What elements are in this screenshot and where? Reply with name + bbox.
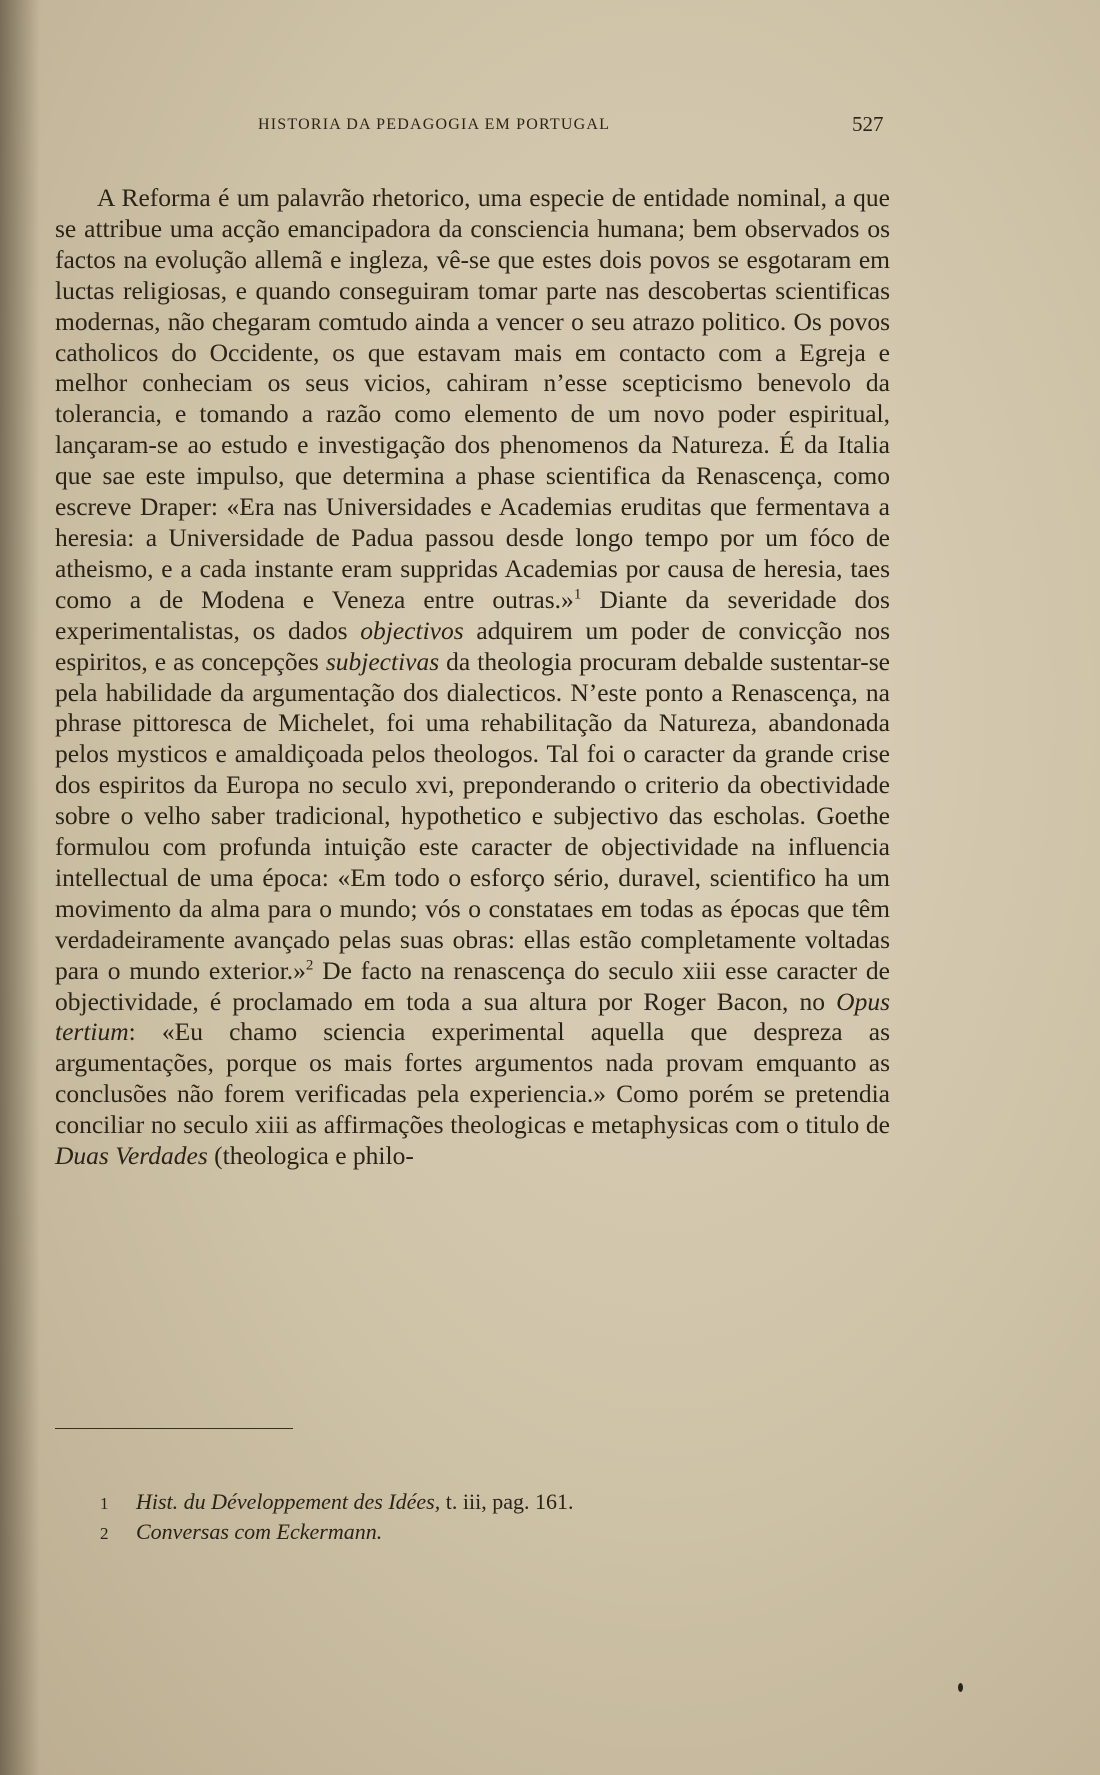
work-title: Duas Verdades xyxy=(55,1141,208,1171)
ink-speck xyxy=(958,1683,963,1692)
work-title: Opus tertium xyxy=(55,986,890,1047)
footnote-rule xyxy=(55,1428,293,1429)
paragraph xyxy=(55,183,890,1172)
footnote xyxy=(100,1518,880,1548)
footnote-mark: 1 xyxy=(100,1494,109,1513)
emphasis: objectivos xyxy=(360,615,464,645)
text-run: A Reforma é um palavrão rhetorico, uma especie de entidade nominal, a que se attribue uma acção emancipadora da consciencia humana; bem observados os factos na evolução allemã e ingleza, vê-se que estes dois povos se esgotaram em luctas religiosas, e quando conseguiram tomar parte nas descobertas scientificas modernas, não chegaram comtudo ainda a vencer o seu atrazo politico. Os povos catholicos do Occidente, os que estavam mais em contacto com a Egreja e melhor conheciam os seus vicios, cahiram n’esse scepticismo benevolo da tolerancia, e tomando a razão como elemento de um novo poder espiritual, lançaram-se ao estudo e investigação dos phenomenos da Natureza. É da Italia que sae este impulso, que determina a phase scientifica da Renascença, como escreve Draper: «Era nas Universidades e Academias eruditas que fermentava a heresia: a Universidade de Padua passou desde longo tempo por um fóco de atheismo, e a cada instante eram suppridas Academias por causa de heresia, taes como a de Modena e Veneza entre outras.» xyxy=(55,183,890,614)
text-run: Diante da severidade dos experimentalistas, os dados xyxy=(55,584,890,645)
spine-shadow xyxy=(0,0,40,1775)
text-run: (theologica e philo- xyxy=(214,1141,414,1171)
text-run: adquirem um poder de convicção nos espiritos, e as concepções xyxy=(55,615,891,676)
text-run: : «Eu chamo sciencia experimental aquella que despreza as argumentações, porque os mais fortes argumentos nada provam emquanto as conclusões não forem verificadas pela experiencia.» Como porém se pretendia conciliar no seculo xiii as affirmações theologicas e metaphysicas com o titulo de xyxy=(55,1017,890,1140)
running-head: HISTORIA DA PEDAGOGIA EM PORTUGAL xyxy=(258,116,611,133)
footnote-ref: 1 xyxy=(573,586,582,603)
footnote-locator: t. iii, pag. 161. xyxy=(445,1489,574,1514)
footnote-text xyxy=(136,1488,573,1516)
footnote-text xyxy=(136,1518,382,1546)
text-run: De facto na renascença do seculo xiii esse caracter de objectividade, é proclamado em toda a sua altura por Roger Bacon, no xyxy=(55,955,890,1016)
footnote-ref: 2 xyxy=(305,957,314,974)
text-run: da theologia procuram debalde sustentar-se pela habilidade da argumentação dos dialecticos. N’este ponto a Renascença, na phrase pittoresca de Michelet, foi uma rehabilitação da Natureza, abandonada pelos mysticos e amaldiçoada pelos theologos. Tal foi o caracter da grande crise dos espiritos da Europa no seculo xvi, preponderando o criterio da obectividade sobre o velho saber tradicional, hypothetico e subjectivo das escholas. Goethe formulou com profunda intuição este caracter de objectividade na influencia intellectual de uma época: «Em todo o esforço sério, duravel, scientifico ha um movimento da alma para o mundo; vós o constataes em todas as épocas que têm verdadeiramente avançado pelas suas obras: ellas estão completamente voltadas para o mundo exterior.» xyxy=(55,646,890,985)
footnote-source: Conversas com Eckermann. xyxy=(136,1519,383,1544)
emphasis: subjectivas xyxy=(325,646,440,676)
footnote-source: Hist. du Développement des Idées, xyxy=(136,1489,441,1514)
main-text xyxy=(55,183,890,1172)
footnote-mark: 2 xyxy=(100,1524,109,1543)
page-number: 527 xyxy=(852,112,884,136)
footnote xyxy=(100,1488,880,1518)
footnotes xyxy=(100,1488,880,1548)
